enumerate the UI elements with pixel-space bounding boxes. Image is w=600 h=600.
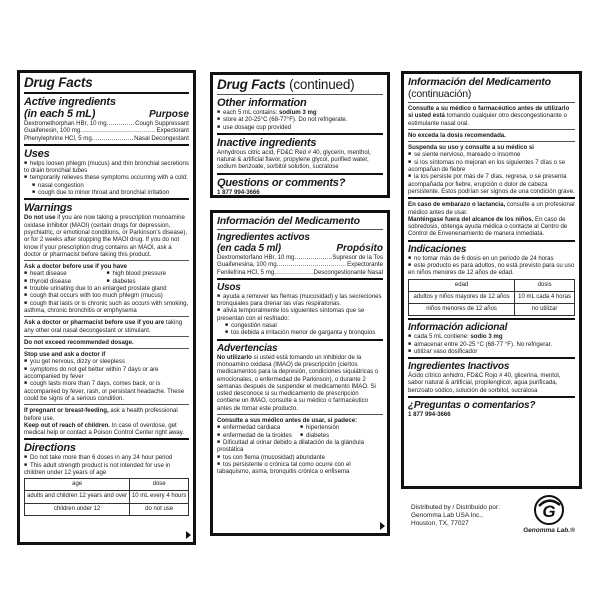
ask-doctor-item: ■ cough that lasts or is chronic such as occurs with smoking, asthma, chronic bronchitis or emphysema bbox=[24, 300, 189, 315]
dosis-table bbox=[408, 279, 575, 317]
purpose-heading: Purpose bbox=[148, 109, 189, 120]
ask-doctor-item: ■ high blood pressure bbox=[107, 270, 190, 277]
pregnant-text: ask a health professional before use. bbox=[24, 407, 178, 422]
other-info-text: each 5 mL contains: bbox=[223, 109, 278, 116]
ingredientes-inactivos-text: Ácido cítrico anhidro, FD&C Rojo # 40, glicerina, mentol, sabor natural & artificial, propilenglicol, agua purificada, benzoato sódico, solución de sorbitol, sucralosa bbox=[408, 372, 561, 394]
ingredient-name: Phenylephrine HCl, 5 mg bbox=[24, 134, 92, 142]
table-header: dosis bbox=[515, 279, 575, 291]
table-row bbox=[409, 304, 575, 316]
ingredient-purpose: Nasal Decongestant bbox=[134, 134, 189, 142]
stop-use-item: ■ cough lasts more than 7 days, comes back, or is accompanied by fever, rash, or persistant headache. These could be signs of a serious condition. bbox=[24, 380, 189, 402]
suspenda-section bbox=[408, 144, 575, 199]
dosage-table bbox=[24, 478, 189, 516]
advertencias-heading: Advertencias bbox=[217, 342, 278, 354]
do-not-use-text: if you are now taking a prescription monoamine oxidase inhibitor (MAOI) (certain drugs for depression, psychiatric, or emotional conditions, or Parkinson's disease), or for 2 weeks after stopping the MAOI drug. If you do not know if your prescription drug contains an MAOI, ask a doctor or pharmacist before taking this product. bbox=[24, 214, 188, 258]
table-header: dose bbox=[130, 479, 189, 491]
mantengase-label: Manténgase fuera del alcance de los niños. bbox=[408, 215, 534, 223]
table-cell: do not use bbox=[130, 503, 189, 515]
other-info-heading: Other information bbox=[217, 97, 307, 109]
uses-subitem: ■ cough due to minor throat and bronchial irritation bbox=[24, 189, 189, 196]
table-cell: niños menores de 12 años bbox=[409, 304, 515, 316]
adicional-item: ■ almacenar entre 20-25 °C (68-77 °F). No refrigerar. bbox=[408, 341, 575, 348]
informacion-adicional-heading: Información adicional bbox=[408, 322, 508, 334]
other-info-item: ■ store at 20-25°C (68-77°F). Do not refrigerate. bbox=[217, 116, 383, 123]
consulte-item: ■ tos con flema (mucosidad) abundante bbox=[217, 454, 383, 461]
adicional-item: ■ utilizar vaso dosificador bbox=[408, 348, 575, 355]
genomma-g-icon bbox=[533, 494, 565, 526]
embarazo-warning bbox=[408, 201, 575, 216]
table-cell: children under 12 bbox=[25, 503, 130, 515]
informacion-medicamento-panel bbox=[210, 210, 390, 536]
continuacion-title-suffix: (continuación) bbox=[408, 88, 472, 100]
consulte-farmaceutico-label: Consulte a su médico o farmacéutico antes de utilizarlo si usted está bbox=[408, 105, 570, 120]
ingredient-purpose: Cough Suppressant bbox=[135, 120, 189, 127]
keep-out-label: Keep out of reach of children. bbox=[24, 421, 110, 429]
continued-title-suffix: (continued) bbox=[289, 77, 355, 92]
do-not-exceed-text: Do not exceed recommended dosage. bbox=[24, 338, 134, 346]
suspenda-heading: Suspenda su uso y consulte a su médico si bbox=[408, 144, 534, 152]
stop-use-item: ■ you get nervous, dizzy or sleepless bbox=[24, 358, 189, 365]
ingredient-name: Dextromethorphan HBr, 10 mg bbox=[24, 120, 107, 127]
ingredient-purpose: Descongestionante Nasal bbox=[313, 268, 383, 276]
uses-item: ■ helps loosen phlegm (mucus) and thin bronchial secretions to drain bronchial tubes bbox=[24, 160, 189, 175]
no-utilizarlo-warning bbox=[217, 354, 383, 415]
keep-out-text: In case of overdose, get medical help or contact a Poison Control Center right away. bbox=[24, 421, 185, 437]
adicional-bold: sodio 3 mg bbox=[470, 333, 503, 341]
ask-doctor-item: ■ heart disease bbox=[24, 270, 107, 277]
directions-item: ■ This adult strength product is not intended for use in children under 12 years of age bbox=[24, 462, 189, 477]
ask-doctor-section bbox=[24, 263, 189, 317]
suspenda-item: ■ se siente nervioso, mareado o insomne bbox=[408, 151, 575, 158]
table-header: edad bbox=[409, 279, 515, 291]
continuacion-title-text: Información del Medicamento bbox=[408, 76, 551, 88]
other-info-item: ■ use dosage cup provided bbox=[217, 124, 383, 131]
ask-doctor-heading: Ask a doctor before use if you have bbox=[24, 263, 127, 271]
ask-doctor-item: ■ thyroid disease bbox=[24, 278, 107, 285]
table-cell: adults and children 12 years and over bbox=[25, 491, 130, 503]
table-cell: 10 mL every 4 hours bbox=[130, 491, 189, 503]
distributor-line: Distributed by / Distribuido por: bbox=[411, 504, 500, 511]
consulte-item: ■ tos persistente o crónica tal como ocurre con el tabaquismo, asma, bronquitis crónica o enfisema bbox=[217, 461, 383, 476]
mantengase-text: En caso de sobredosis, obtenga ayuda médica o contacte al Centro de Control de Envenenamiento de manera inmediata. bbox=[408, 215, 568, 238]
indicaciones-heading: Indicaciones bbox=[408, 243, 467, 255]
stop-use-heading: Stop use and ask a doctor if bbox=[24, 351, 106, 359]
consulte-item: ■ enfermedad de la tiroides bbox=[217, 432, 300, 439]
drug-facts-title: Drug Facts bbox=[24, 75, 93, 90]
keep-out-warning bbox=[24, 422, 189, 437]
ingredientes-inactivos-heading: Ingredientes Inactivos bbox=[408, 361, 510, 373]
table-row bbox=[25, 491, 189, 503]
continue-arrow-icon bbox=[380, 522, 385, 530]
usos-item: ■ ayuda a remover las flemas (mucosidad) y las secreciones bronquiales para drenar las vías respiratorias. bbox=[217, 293, 383, 308]
questions-heading: Questions or comments? bbox=[217, 176, 346, 189]
stop-use-section bbox=[24, 351, 189, 405]
consulte-item: ■ hipertensión bbox=[300, 424, 383, 431]
ingredient-row bbox=[24, 127, 189, 134]
usos-subitem: ■ tos debida a irritación menor de garganta y bronquios bbox=[217, 329, 383, 336]
ingredientes-activos-heading: Ingredientes activos bbox=[217, 232, 310, 243]
ingredient-purpose: Expectorant bbox=[156, 127, 189, 135]
table-row bbox=[25, 503, 189, 515]
ingredient-name: Fenilefrina HCl, 5 mg bbox=[217, 268, 275, 276]
ask-pharmacist-warning bbox=[24, 319, 189, 337]
mantengase-warning bbox=[408, 216, 575, 238]
directions-item: ■ Do not take more than 6 doses in any 24 hour period bbox=[24, 454, 189, 461]
directions-heading: Directions bbox=[24, 442, 76, 455]
do-not-exceed-warning bbox=[24, 339, 189, 349]
preguntas-heading: ¿Preguntas o comentarios? bbox=[408, 400, 536, 412]
continue-arrow-icon bbox=[186, 531, 191, 539]
consulte-item: ■ enfermedad cardiaca bbox=[217, 424, 300, 431]
active-ingredients-heading: Active ingredients bbox=[24, 96, 116, 108]
indicaciones-item: ■ este producto es para adultos, no está previsto para su uso en niños menores de 12 años de edad. bbox=[408, 262, 575, 277]
other-info-bold: sodium 3 mg bbox=[279, 109, 317, 116]
distributor-info bbox=[411, 504, 500, 529]
ingredient-purpose: Supresor de la Tos bbox=[332, 254, 383, 261]
no-utilizarlo-text: si usted está tomando un inhibidor de la monoamino oxidasa (IMAO) de prescripción (ciertos medicamentos para la depresión, condiciones siquiátricas o emocionales, o enfermedad de Parkinson), o durante 2 semanas después de suspender el medicamento IMAO. Si usted desconoce si su medicamento de prescripción contiene un IMAO, consulte a su médico o farmacéutico antes de tomar este producto. bbox=[217, 353, 379, 412]
ask-pharmacist-label: Ask a doctor or pharmacist before use if you are bbox=[24, 319, 165, 327]
table-cell: 10 mL cada 4 horas bbox=[515, 291, 575, 303]
active-ingredients-sub: (in each 5 mL) bbox=[24, 108, 96, 120]
indicaciones-item: ■ no tomar más de 6 dosis en un periodo de 24 horas bbox=[408, 255, 575, 262]
distributor-line: Houston, TX, 77027 bbox=[411, 520, 469, 528]
no-exceda-text: No exceda la dosis recomendada. bbox=[408, 131, 506, 139]
pregnant-warning bbox=[24, 407, 189, 422]
ingredient-name: Guaifenesin, 100 mg bbox=[24, 127, 81, 135]
suspenda-item: ■ si los síntomas no mejoran en los siguientes 7 días o se acompañan de fiebre bbox=[408, 159, 575, 174]
consulte-section bbox=[217, 417, 383, 475]
other-info-item bbox=[217, 109, 383, 116]
informacion-continuacion-panel bbox=[401, 71, 582, 489]
consulte-item: ■ Dificultad al orinar debido a dilatación de la glándula prostática bbox=[217, 439, 383, 454]
consulte-farmaceutico-warning bbox=[408, 105, 575, 130]
ingredient-row bbox=[217, 261, 383, 268]
adicional-item bbox=[408, 333, 575, 340]
uses-subitem: ■ nasal congestion bbox=[24, 182, 189, 189]
uses-item: ■ temporarily relieves these symptoms occurring with a cold: bbox=[24, 174, 189, 181]
table-header-row bbox=[25, 479, 189, 491]
drug-facts-continued-panel bbox=[210, 72, 390, 198]
svg-text:G: G bbox=[542, 502, 556, 521]
ask-doctor-item: ■ trouble urinating due to an enlarged prostate gland bbox=[24, 285, 189, 292]
table-cell: no utilizar bbox=[515, 304, 575, 316]
ask-pharmacist-text: taking any other oral nasal decongestant or stimulant. bbox=[24, 319, 183, 334]
consulte-farmaceutico-text: tomando cualquier otro descongestionante o estimulante nasal oral. bbox=[408, 112, 567, 127]
ask-doctor-item: ■ diabetes bbox=[107, 278, 190, 285]
table-row bbox=[409, 291, 575, 303]
usos-item: ■ alivia temporalmente los siguientes síntomas que se presentan con el resfriado: bbox=[217, 307, 383, 322]
warnings-heading: Warnings bbox=[24, 202, 73, 215]
ingredient-row bbox=[217, 269, 383, 276]
table-header: age bbox=[25, 479, 130, 491]
do-not-use-label: Do not use bbox=[24, 214, 56, 222]
drug-facts-continued-title bbox=[217, 77, 383, 92]
inactive-ingredients-text: Anhydrous citric acid, FD&C Red # 40, glycerin, menthol, natural & artificial flavor, propylene glycol, purified water, sodium benzoate, sorbitol solution, sucralose bbox=[217, 148, 371, 171]
distributor-line: Genomma Lab USA Inc., bbox=[411, 512, 483, 520]
consulte-item: ■ diabetes bbox=[300, 432, 383, 439]
ingredient-name: Dextrometorfano HBr, 10 mg bbox=[217, 254, 295, 261]
ingredient-purpose: Expectorante bbox=[347, 261, 383, 269]
continued-title-text: Drug Facts bbox=[217, 77, 286, 92]
proposito-heading: Propósito bbox=[336, 243, 383, 254]
uses-heading: Uses bbox=[24, 147, 50, 160]
stop-use-item: ■ symptoms do not get better within 7 days or are accompanied by fever bbox=[24, 366, 189, 381]
phone-number: 1 877 994-3666 bbox=[217, 188, 260, 196]
drug-facts-panel bbox=[17, 70, 196, 545]
ingredientes-activos-sub: (en cada 5 ml) bbox=[217, 243, 281, 254]
embarazo-text: consulte a un profesional médico antes de usar. bbox=[408, 201, 575, 216]
ingredient-row bbox=[24, 120, 189, 127]
phone-number: 1 877 994-3666 bbox=[408, 411, 451, 419]
consulte-heading: Consulte a sus médico antes de usar, si padece: bbox=[217, 417, 358, 425]
informacion-continuacion-title bbox=[408, 76, 575, 100]
logo-text: Genomma Lab.® bbox=[523, 527, 575, 534]
ingredient-row bbox=[217, 254, 383, 261]
genomma-lab-logo bbox=[514, 494, 584, 540]
usos-heading: Usos bbox=[217, 281, 241, 293]
ingredient-name: Guaifenesina, 100 mg bbox=[217, 261, 277, 269]
suspenda-item: ■ la tos persiste por más de 7 días, regresa, o se presenta acompañada por fiebre, erupción o dolor de cabeza persistente. Estos podrían ser signos de una condición grave. bbox=[408, 173, 575, 195]
pregnant-label: If pregnant or breast-feeding, bbox=[24, 407, 109, 415]
table-cell: adultos y niños mayores de 12 años bbox=[409, 291, 515, 303]
ingredient-row bbox=[24, 135, 189, 142]
table-header-row bbox=[409, 279, 575, 291]
no-utilizarlo-label: No utilizarlo bbox=[217, 353, 252, 361]
adicional-text: cada 5 mL contiene: bbox=[414, 333, 469, 341]
ask-doctor-item: ■ cough that occurs with too much phlegm (mucus) bbox=[24, 292, 189, 299]
informacion-title: Información del Medicamento bbox=[217, 215, 360, 227]
do-not-use-warning bbox=[24, 214, 189, 261]
embarazo-label: En caso de embarazo o lactancia, bbox=[408, 201, 506, 209]
inactive-ingredients-heading: Inactive ingredients bbox=[217, 136, 317, 149]
usos-subitem: ■ congestión nasal bbox=[217, 322, 383, 329]
